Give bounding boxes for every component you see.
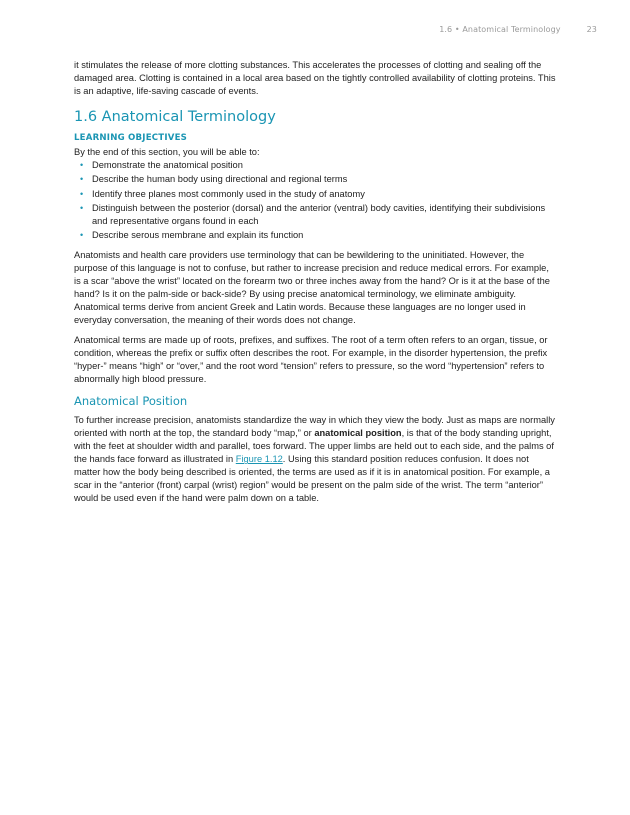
objective-item [74, 202, 556, 228]
objectives-intro: By the end of this section, you will be able to: [74, 147, 260, 158]
bullet-icon: • [80, 160, 84, 171]
objective-text: Describe serous membrane and explain its function [92, 229, 304, 240]
objective-item [74, 229, 556, 242]
key-term: anatomical position [314, 427, 402, 438]
objective-text: Distinguish between the posterior (dorsal) and the anterior (ventral) body cavities, identifying their subdivisions and representative organs found in each [92, 202, 546, 226]
body-paragraph: Anatomists and health care providers use terminology that can be bewildering to the uninitiated. However, the purpose of this language is not to confuse, but rather to increase precision and reduce medical errors. For example, is a scar “above the wrist” located on the forearm two or three inches away from the hand? Or is it at the base of the hand? Is it on the palm-side or back-side? By using precise anatomical terminology, we eliminate ambiguity. Anatomical terms derive from ancient Greek and Latin words. Because these languages are no longer used in everyday conversation, the meaning of their words does not change. [74, 249, 550, 326]
learning-objectives-heading: LEARNING OBJECTIVES [74, 133, 188, 144]
paragraph-text: To further increase precision, anatomists standardize the way in which they view the body. Just as maps are normally oriented with north at the top, the standard body “map,” or [74, 414, 555, 438]
intro-paragraph: it stimulates the release of more clotting substances. This accelerates the processes of clotting and sealing off the damaged area. Clotting is contained in a local area based on the tightly controlled availability of clotting proteins. This is an adaptive, life-saving cascade of events. [74, 60, 556, 97]
bullet-icon: • [80, 188, 84, 199]
bullet-icon: • [80, 174, 84, 185]
running-title: 1.6 • Anatomical Terminology [439, 25, 561, 34]
objective-text: Demonstrate the anatomical position [92, 160, 243, 171]
bullet-icon: • [80, 229, 84, 240]
objective-text: Describe the human body using directional and regional terms [92, 174, 348, 185]
objective-text: Identify three planes most commonly used in the study of anatomy [92, 188, 365, 199]
objective-item [74, 188, 556, 201]
page-content [74, 59, 556, 512]
objective-item [74, 173, 556, 186]
paragraph-text: , is that of the body standing upright, with the feet at shoulder width and parallel, toes forward. The upper limbs are held out to each side, and the palms of the hands face forward as illustrated in [74, 427, 554, 465]
paragraph-text: . Using this standard position reduces confusion. It does not matter how the body being described is oriented, the terms are used as if it is in anatomical position. For example, a scar in the “anterior (front) carpal (wrist) region” would be present on the palm side of the wrist. The term “anterior” would be used even if the hand were palm down on a table. [74, 454, 550, 504]
subsection-title: Anatomical Position [74, 393, 188, 408]
body-paragraph: Anatomical terms are made up of roots, prefixes, and suffixes. The root of a term often refers to an organ, tissue, or condition, whereas the prefix or suffix often describes the root. For example, in the disorder hypertension, the prefix “hyper-” means “high” or “over,” and the root word “tension” refers to pressure, so the word “hypertension” refers to abnormally high blood pressure. [74, 334, 548, 384]
page-number: 23 [586, 25, 597, 34]
anatomical-position-paragraph [74, 414, 556, 506]
running-header [439, 25, 597, 34]
objective-item [74, 159, 556, 172]
bullet-icon: • [80, 202, 84, 213]
section-title: 1.6 Anatomical Terminology [74, 109, 276, 126]
figure-link[interactable]: Figure 1.12 [235, 454, 283, 465]
objectives-list [74, 159, 556, 242]
